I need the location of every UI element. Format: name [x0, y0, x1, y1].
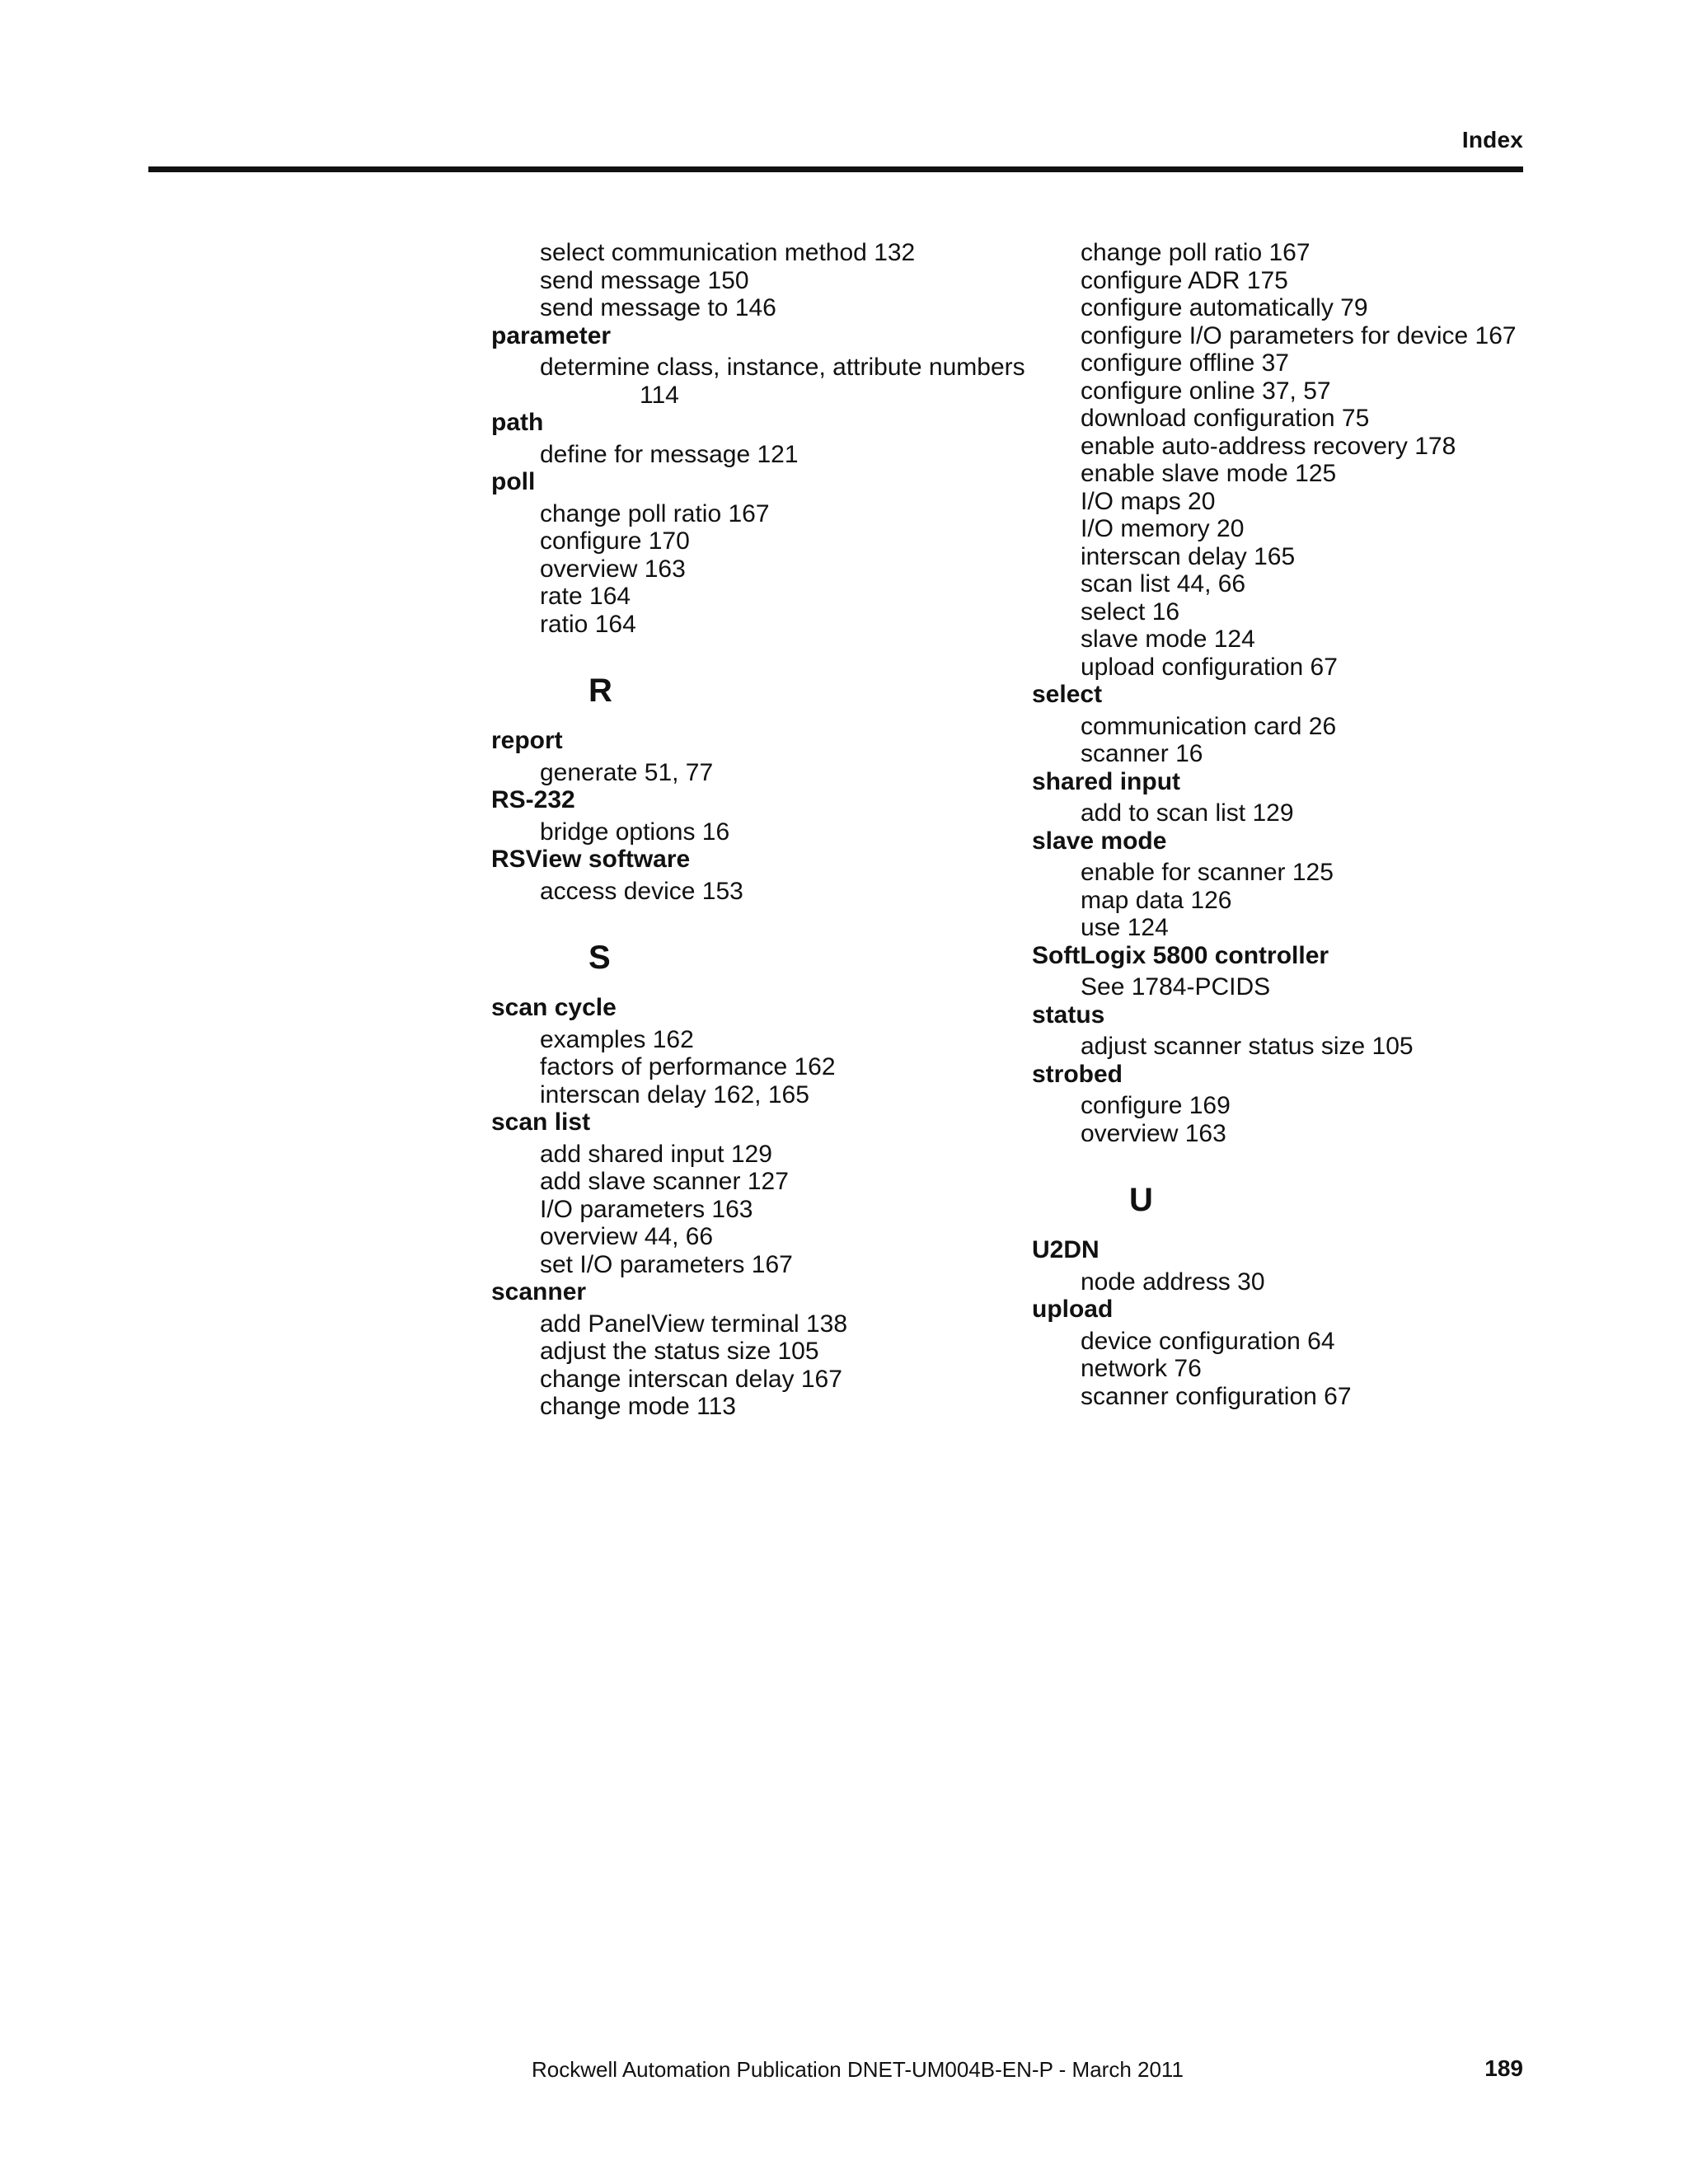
index-subentry: select communication method 132: [540, 239, 916, 266]
index-term-path: path: [491, 409, 544, 436]
index-term-parameter: parameter: [491, 321, 612, 349]
index-subentry: adjust scanner status size 105: [1081, 1033, 1414, 1060]
index-term-scan-cycle: scan cycle: [491, 994, 617, 1021]
index-subentry: configure 170: [540, 527, 690, 555]
index-term-shared-input: shared input: [1032, 767, 1181, 795]
index-subentry: overview 163: [540, 555, 686, 583]
index-subentry-continuation: 114: [640, 381, 679, 409]
index-subentry: See 1784-PCIDS: [1081, 973, 1271, 1001]
index-subentry: overview 44, 66: [540, 1223, 714, 1250]
index-subentry: interscan delay 165: [1081, 542, 1296, 570]
index-subentry: communication card 26: [1081, 712, 1337, 740]
index-term-strobed: strobed: [1032, 1060, 1123, 1088]
index-subentry: I/O memory 20: [1081, 515, 1245, 542]
index-subentry: enable slave mode 125: [1081, 460, 1337, 487]
index-subentry: scanner configuration 67: [1081, 1382, 1352, 1410]
page-number: 189: [1484, 2055, 1523, 2081]
index-subentry: add slave scanner 127: [540, 1168, 789, 1195]
footer-publication: Rockwell Automation Publication DNET-UM004B-EN-P - March 2011: [532, 2057, 1184, 2082]
index-subentry: device configuration 64: [1081, 1327, 1335, 1355]
index-subentry: use 124: [1081, 914, 1169, 941]
index-subentry: examples 162: [540, 1025, 694, 1053]
running-header-title: Index: [1461, 127, 1523, 152]
index-term-poll: poll: [491, 468, 536, 495]
index-subentry: configure 169: [1081, 1092, 1231, 1119]
index-subentry: add PanelView terminal 138: [540, 1310, 848, 1338]
index-subentry: enable auto-address recovery 178: [1081, 432, 1456, 460]
index-subentry: I/O maps 20: [1081, 487, 1216, 515]
index-subentry: slave mode 124: [1081, 626, 1255, 653]
index-subentry: change interscan delay 167: [540, 1365, 842, 1393]
index-subentry: configure offline 37: [1081, 349, 1289, 377]
index-subentry: generate 51, 77: [540, 758, 714, 786]
index-term-scanner: scanner: [491, 1278, 587, 1305]
section-letter-s: S: [588, 940, 611, 976]
index-subentry: upload configuration 67: [1081, 653, 1338, 681]
index-subentry: change mode 113: [540, 1393, 736, 1420]
index-term-select: select: [1032, 681, 1103, 708]
index-subentry: scan list 44, 66: [1081, 570, 1246, 598]
index-term-rs232: RS-232: [491, 786, 575, 813]
index-column-left: [491, 239, 1035, 1421]
index-subentry: change poll ratio 167: [540, 499, 770, 527]
index-subentry: select 16: [1081, 598, 1180, 626]
index-term-rsview: RSView software: [491, 846, 691, 873]
index-term-slave-mode: slave mode: [1032, 827, 1167, 855]
index-term-report: report: [491, 727, 563, 754]
index-subentry: configure I/O parameters for device 167: [1081, 321, 1517, 349]
index-term-softlogix: SoftLogix 5800 controller: [1032, 941, 1329, 969]
index-subentry: determine class, instance, attribute numbers: [540, 354, 1025, 381]
index-subentry: configure ADR 175: [1081, 266, 1288, 294]
index-subentry: configure automatically 79: [1081, 294, 1368, 321]
index-subentry: change poll ratio 167: [1081, 239, 1311, 266]
index-subentry: enable for scanner 125: [1081, 859, 1334, 886]
index-term-upload: upload: [1032, 1296, 1114, 1323]
index-subentry: overview 163: [1081, 1119, 1226, 1147]
index-subentry: send message 150: [540, 266, 749, 294]
index-subentry: send message to 146: [540, 294, 776, 321]
index-subentry: node address 30: [1081, 1268, 1265, 1296]
continued-entry-items: [491, 239, 1035, 322]
index-term-u2dn: U2DN: [1032, 1236, 1100, 1263]
index-subentry: I/O parameters 163: [540, 1195, 753, 1223]
index-subentry: add shared input 129: [540, 1140, 772, 1168]
header-rule: [148, 166, 1523, 172]
index-subentry: rate 164: [540, 583, 631, 610]
index-term-scan-list: scan list: [491, 1108, 591, 1136]
index-subentry: adjust the status size 105: [540, 1338, 819, 1365]
section-letter-u: U: [1129, 1182, 1153, 1218]
section-letter-r: R: [588, 673, 612, 709]
index-column-right: [1032, 239, 1526, 1410]
index-term-status: status: [1032, 1001, 1105, 1029]
index-subentry: interscan delay 162, 165: [540, 1080, 809, 1108]
index-subentry: scanner 16: [1081, 740, 1203, 767]
index-subentry: configure online 37, 57: [1081, 377, 1331, 405]
index-subentry: add to scan list 129: [1081, 799, 1294, 827]
index-subentry: factors of performance 162: [540, 1053, 836, 1080]
index-subentry: network 76: [1081, 1355, 1202, 1382]
continued-entry-items: [1032, 239, 1526, 681]
index-subentry: ratio 164: [540, 610, 636, 638]
index-subentry: define for message 121: [540, 440, 799, 468]
index-subentry: set I/O parameters 167: [540, 1250, 793, 1278]
index-subentry: map data 126: [1081, 886, 1232, 914]
index-subentry: download configuration 75: [1081, 405, 1370, 432]
index-subentry: access device 153: [540, 877, 743, 905]
index-subentry: bridge options 16: [540, 818, 730, 846]
